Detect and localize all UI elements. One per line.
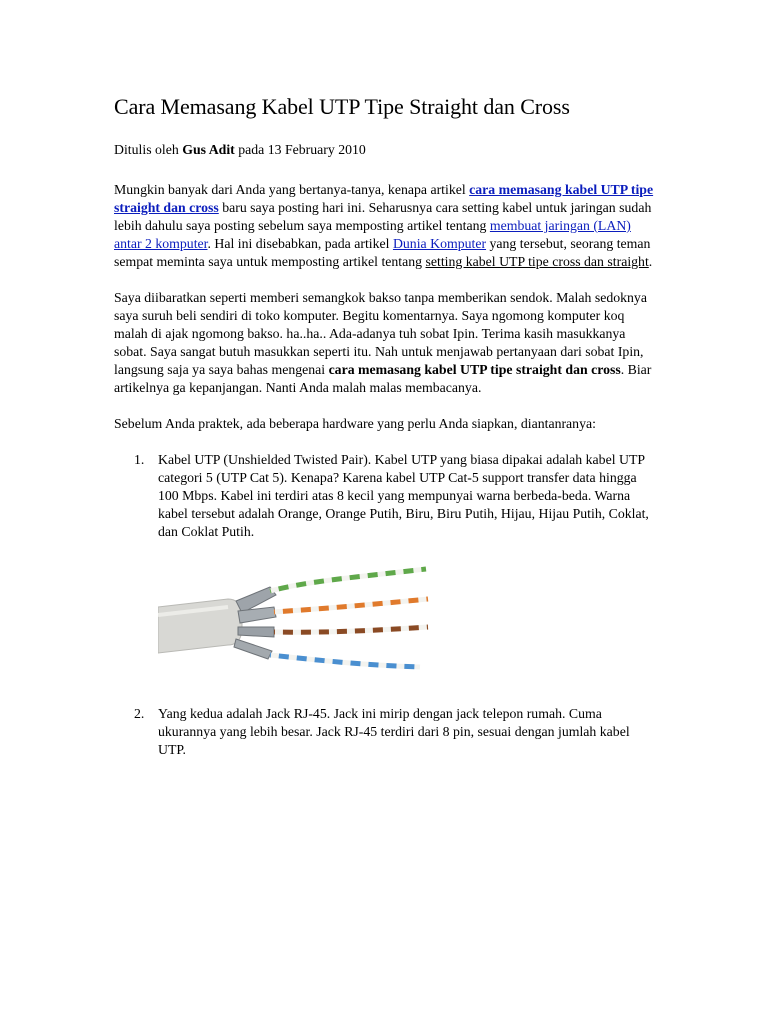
hardware-list — [114, 451, 654, 759]
article — [114, 92, 654, 759]
utp-cable-illustration — [158, 555, 430, 683]
paragraph-intro — [114, 181, 654, 271]
list-item — [114, 705, 654, 759]
list-item-text: Yang kedua adalah Jack RJ-45. Jack ini mirip dengan jack telepon rumah. Cuma ukurannya yang lebih besar. Jack RJ-45 terdiri dari 8 pin, sesuai dengan jumlah kabel UTP. — [158, 706, 630, 757]
cable-jacket — [158, 599, 242, 653]
link-cara-memasang-kabel[interactable]: cara memasang kabel UTP tipe straight dan cross — [114, 182, 654, 215]
intro-text-5: . — [648, 254, 653, 269]
paragraph-bakso — [114, 289, 654, 397]
bakso-text-2: . Biar artikelnya ga kepanjangan. Nanti Anda malah malas membacanya. — [114, 362, 652, 395]
intro-text-2: baru saya posting hari ini. Seharusnya cara setting kabel untuk jaringan sudah lebih dahulu saya posting sebelum saya memposting artikel tentang — [114, 200, 652, 233]
utp-cable-image — [158, 555, 430, 683]
article-title: Cara Memasang Kabel UTP Tipe Straight dan Cross — [114, 94, 570, 119]
bakso-bold-text: cara memasang kabel UTP tipe straight dan cross — [328, 362, 621, 377]
intro-underlined-text: setting kabel UTP tipe cross dan straight — [425, 254, 649, 269]
intro-text-3: . Hal ini disebabkan, pada artikel — [207, 236, 390, 251]
list-item-text: Kabel UTP (Unshielded Twisted Pair). Kabel UTP yang biasa dipakai adalah kabel UTP categori 5 (UTP Cat 5). Kenapa? Karena kabel UTP Cat-5 support transfer data hingga 100 Mbps. Kabel ini terdiri atas 8 kecil yang mempunyai warna berbeda-beda. Warna kabel tersebut adalah Orange, Orange Putih, Biru, Biru Putih, Hijau, Hijau Putih, Coklat, dan Coklat Putih. — [158, 452, 649, 539]
intro-text-4: yang tersebut, seorang teman sempat meminta saya untuk memposting artikel tentang — [114, 236, 651, 269]
byline-prefix: Ditulis oleh — [114, 142, 179, 157]
byline-date: 13 February 2010 — [267, 142, 366, 157]
byline — [114, 141, 654, 159]
paragraph-hardware-intro: Sebelum Anda praktek, ada beberapa hardware yang perlu Anda siapkan, diantanranya: — [114, 416, 596, 431]
list-item-number: 1. — [134, 452, 145, 467]
bakso-text-1: Saya diibaratkan seperti memberi semangkok bakso tanpa memberikan sendok. Malah sedoknya saya suruh beli sendiri di toko komputer. Begitu komentarnya. Saya ngomong komputer koq malah di ajak ngomong bakso. ha..ha.. Ada-adanya tuh sobat Ipin. Terima kasih masukkanya sobat. Saya sangat butuh masukkan seperti itu. Nah untuk menjawab pertanyaan dari sobat Ipin, langsung saja ya saya bahas mengenai — [114, 290, 647, 377]
byline-date-prefix: pada — [238, 142, 265, 157]
intro-text-1: Mungkin banyak dari Anda yang bertanya-tanya, kenapa artikel — [114, 182, 466, 197]
link-dunia-komputer[interactable]: Dunia Komputer — [392, 236, 487, 251]
byline-author: Gus Adit — [182, 142, 235, 157]
list-item — [114, 451, 654, 683]
link-membuat-jaringan[interactable]: membuat jaringan (LAN) antar 2 komputer — [114, 218, 631, 251]
list-item-number: 2. — [134, 706, 145, 721]
